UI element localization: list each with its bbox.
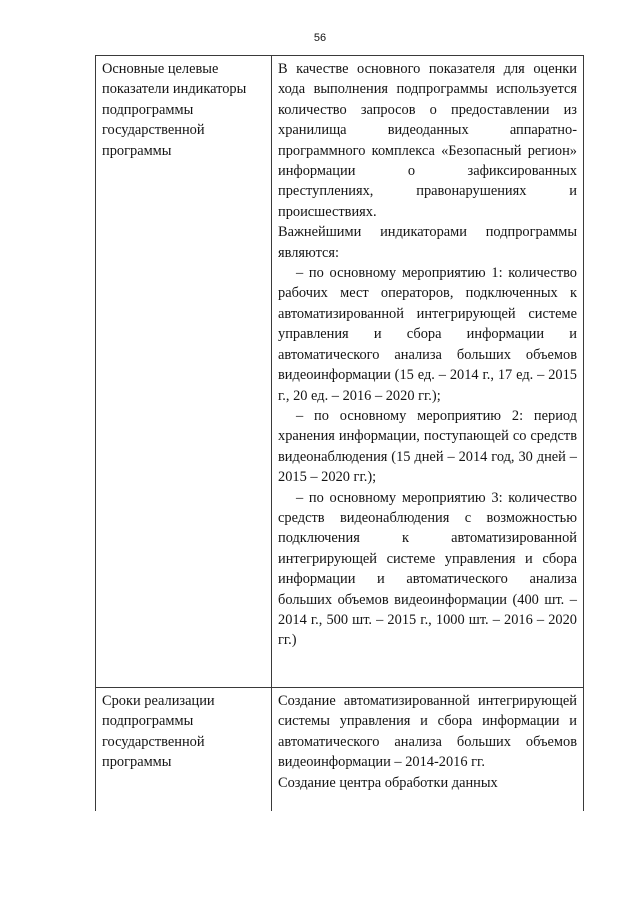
row-label-timeline: Сроки реализации подпрограммы государственной программы	[96, 688, 272, 812]
row-content-timeline	[272, 688, 584, 812]
passport-table	[95, 55, 584, 811]
paragraph-main-indicator: В качестве основного показателя для оценки хода выполнения подпрограммы используется количество запросов о предоставлении из хранилища видеоданных аппаратно-программного комплекса «Безопасный регион» информации о зафиксированных преступлениях, правонарушениях и происшествиях.	[278, 61, 577, 220]
table-row-indicators	[96, 56, 584, 688]
paragraph-measure-1: – по основному мероприятию 1: количество рабочих мест операторов, подключенных к автоматизированной интегрирующей системе управления и сбора информации и автоматического анализа больших объемов видеоинформации (15 ед. – 2014 г., 17 ед. – 2015 г., 20 ед. – 2016 – 2020 гг.);	[278, 265, 577, 404]
paragraph-stage-2: Создание центра обработки данных	[278, 774, 498, 791]
paragraph-stage-1: Создание автоматизированной интегрирующей системы управления и сбора информации и автоматического анализа больших объемов видеоинформации – 2014-2016 гг.	[278, 693, 577, 771]
table-row-timeline	[96, 688, 584, 812]
paragraph-measure-3: – по основному мероприятию 3: количество средств видеонаблюдения с возможностью подключения к автоматизированной интегрирующей системе управления и сбора информации и автоматического анализа больших объемов видеоинформации (400 шт. – 2014 г., 500 шт. – 2015 г., 1000 шт. – 2016 – 2020 гг.)	[278, 489, 577, 649]
row-label-indicators: Основные целевые показатели индикаторы подпрограммы государственной программы	[96, 56, 272, 688]
row-content-indicators	[272, 56, 584, 688]
paragraph-measure-2: – по основному мероприятию 2: период хранения информации, поступающей со средств видеонаблюдения (15 дней – 2014 год, 30 дней – 2015 – 2020 гг.);	[278, 407, 577, 486]
paragraph-indicators-intro: Важнейшими индикаторами подпрограммы являются:	[278, 224, 577, 261]
page-number: 56	[313, 32, 327, 44]
